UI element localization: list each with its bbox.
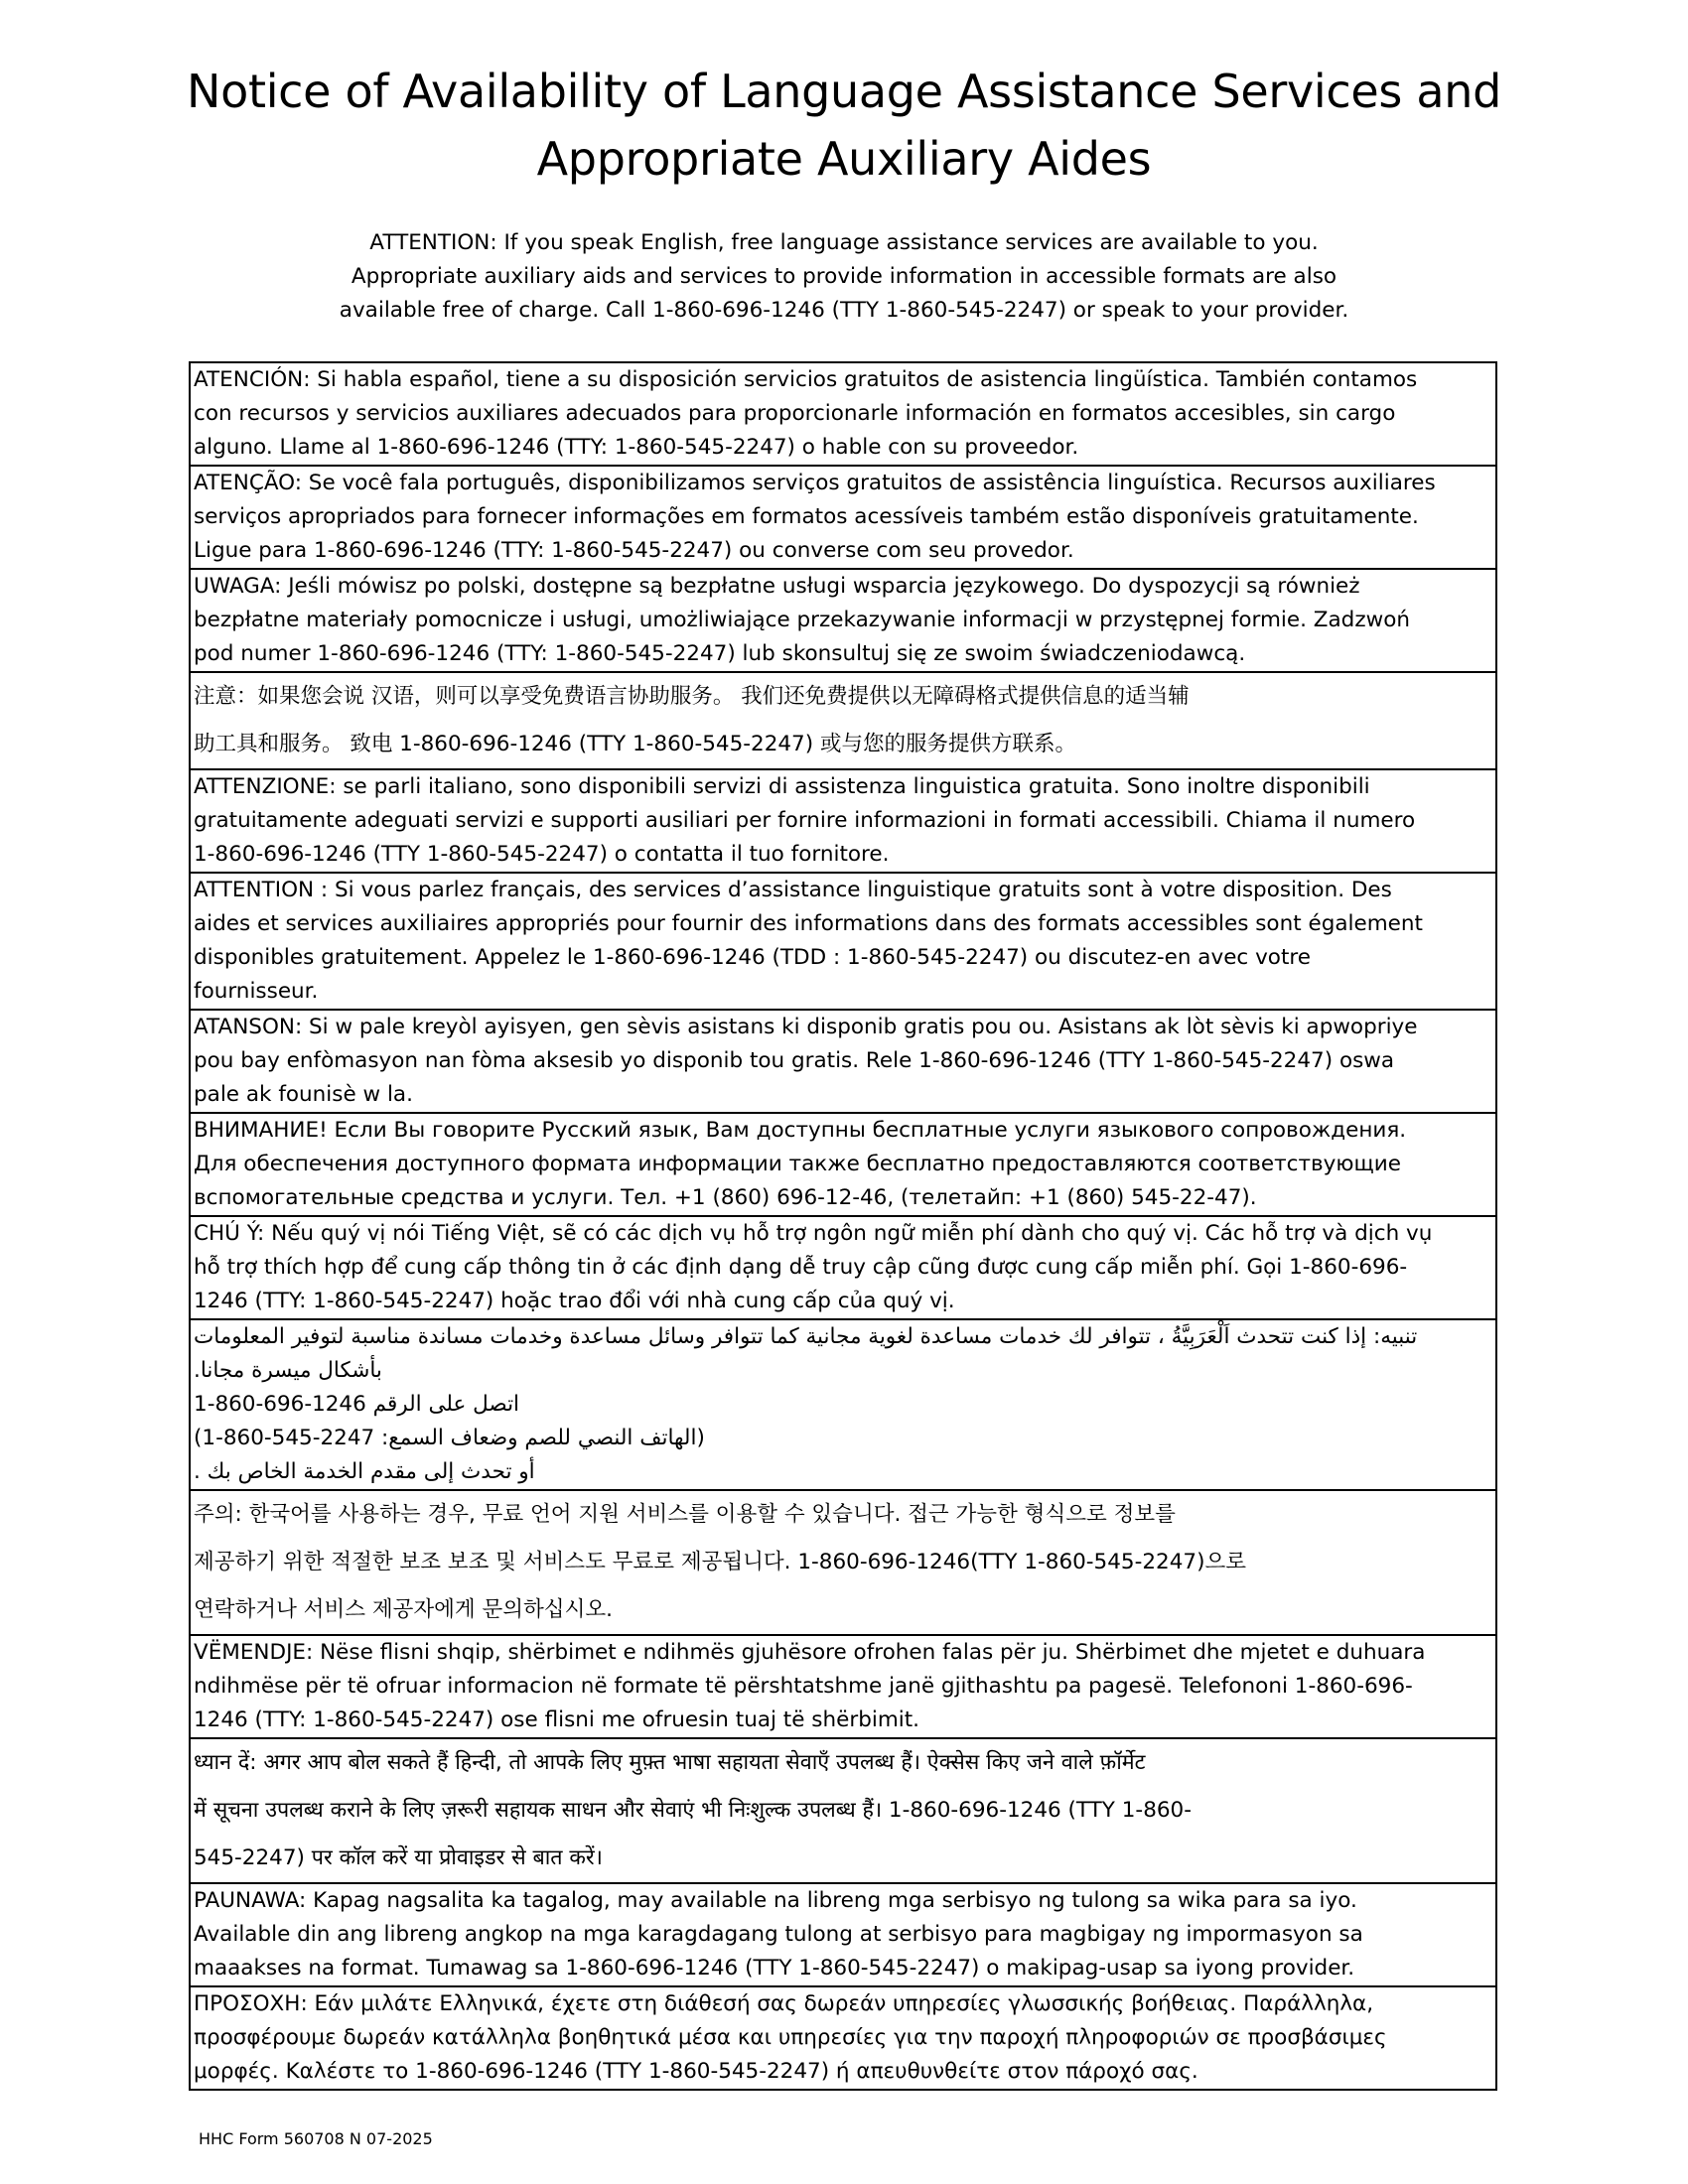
intro-line-3: available free of charge. Call 1-860-696-1246 (TTY 1-860-545-2247) or speak to your provider. [339,298,1349,323]
notice-line: CHÚ Ý: Nếu quý vị nói Tiếng Việt, sẽ có các dịch vụ hỗ trợ ngôn ngữ miễn phí dành cho quý vị. Các hỗ trợ và dịch vụ [194,1221,1433,1246]
notice-line: pou bay enfòmasyon nan fòma aksesib yo disponib tou gratis. Rele 1-860-696-1246 (TTY 1-860-545-2247) oswa [194,1048,1395,1073]
notice-cell [190,1010,1496,1113]
notice-line: 1246 (TTY: 1-860-545-2247) hoặc trao đổi với nhà cung cấp của quý vị. [194,1289,955,1313]
notice-line: 助工具和服务。 致电 1-860-696-1246 (TTY 1-860-545-2247) 或与您的服务提供方联系。 [194,732,1076,756]
notice-cell [190,1490,1496,1635]
notice-row-haitian-creole [190,1010,1496,1113]
notice-line: fournisseur. [194,979,319,1004]
notice-row-italian [190,769,1496,873]
notice-line: اتصل على الرقم 1246-696-860-1 [194,1392,520,1417]
notice-row-greek [190,1986,1496,2090]
page-title [149,58,1539,193]
notice-row-korean [190,1490,1496,1635]
notice-line: 주의: 한국어를 사용하는 경우, 무료 언어 지원 서비스를 이용할 수 있습니다. 접근 가능한 형식으로 정보를 [194,1502,1176,1527]
notice-cell [190,1635,1496,1738]
title-line-2: Appropriate Auxiliary Aides [536,132,1152,186]
english-notice [228,226,1460,328]
notice-line: में सूचना उपलब्ध कराने के लिए ज़रूरी सहायक साधन और सेवाएं भी निःशुल्क उपलब्ध हैं। 1-860-696-1246 (TTY 1-860- [194,1798,1192,1823]
notice-line: con recursos y servicios auxiliares adecuados para proporcionarle información en formatos accesibles, sin cargo [194,401,1396,426]
notice-line: ATANSON: Si w pale kreyòl ayisyen, gen sèvis asistans ki disponib gratis pou ou. Asistans ak lòt sèvis ki apwopriye [194,1015,1418,1039]
notice-line: maaakses na format. Tumawag sa 1-860-696-1246 (TTY 1-860-545-2247) o makipag-usap sa iyong provider. [194,1956,1355,1980]
notice-cell [190,1883,1496,1986]
notice-line: تنبيه: إذا كنت تتحدث اَلْعَرَبِيَّةُ ، تتوافر لك خدمات مساعدة لغوية مجانية كما تتوافر وسائل مساعدة وخدمات مساندة مناسبة لتوفير المعلومات [194,1324,1418,1349]
notice-cell [190,1738,1496,1883]
notice-cell [190,1319,1496,1490]
notice-line: ध्यान दें: अगर आप बोल सकते हैं हिन्दी, तो आपके लिए मुफ़्त भाषा सहायता सेवाएँ उपलब्ध हैं। ऐक्सेस किए जने वाले फ़ॉर्मेट [194,1750,1146,1775]
notice-line: alguno. Llame al 1-860-696-1246 (TTY: 1-860-545-2247) o hable con su proveedor. [194,435,1079,460]
notice-line: вспомогательные средства и услуги. Тел. +1 (860) 696-12-46, (телетайп: +1 (860) 545-22-47). [194,1185,1257,1210]
title-line-1: Notice of Availability of Language Assistance Services and [187,65,1501,118]
notice-row-polish [190,569,1496,672]
notice-row-hindi [190,1738,1496,1883]
notice-row-portuguese [190,466,1496,569]
notice-line: Ligue para 1-860-696-1246 (TTY: 1-860-545-2247) ou converse com seu provedor. [194,538,1074,563]
notice-line: 1-860-696-1246 (TTY 1-860-545-2247) o contatta il tuo fornitore. [194,842,890,867]
notice-line: serviços apropriados para fornecer informações em formatos acessíveis também estão disponíveis gratuitamente. [194,504,1419,529]
language-notices-table [189,361,1497,2091]
notice-line: gratuitamente adeguati servizi e supporti ausiliari per fornire informazioni in formati accessibili. Chiama il numero [194,808,1416,833]
notice-line: disponibles gratuitement. Appelez le 1-860-696-1246 (TDD : 1-860-545-2247) ou discutez-en avec votre [194,945,1311,970]
notice-line: أو تحدث إلى مقدم الخدمة الخاص بك . [194,1459,535,1484]
notice-line: ΠΡΟΣΟΧΗ: Εάν μιλάτε Ελληνικά, έχετε στη διάθεσή σας δωρεάν υπηρεσίες γλωσσικής βοήθειας. Παράλληλα, [194,1991,1374,2016]
notice-cell [190,1986,1496,2090]
notice-row-russian [190,1113,1496,1216]
notice-line: (الهاتف النصي للصم وضعاف السمع: 2247-545-860-1) [194,1426,705,1450]
notice-line: aides et services auxiliaires appropriés pour fournir des informations dans des formats accessibles sont également [194,911,1423,936]
notice-row-arabic [190,1319,1496,1490]
notice-line: 545-2247) पर कॉल करें या प्रोवाइडर से बात करें। [194,1845,603,1870]
notice-line: ВНИМАНИЕ! Если Вы говорите Русский язык, Вам доступны бесплатные услуги языкового сопровождения. [194,1118,1407,1143]
notice-line: μορφές. Καλέστε το 1-860-696-1246 (TTY 1-860-545-2247) ή απευθυνθείτε στον πάροχό σας. [194,2059,1198,2084]
notice-line: ndihmëse për të ofruar informacion në formate të përshtatshme janë gjithashtu pa pagesë. Telefononi 1-860-696- [194,1674,1413,1699]
notice-row-vietnamese [190,1216,1496,1319]
notice-cell [190,1216,1496,1319]
notice-line: ATENÇÃO: Se você fala português, disponibilizamos serviços gratuitos de assistência linguística. Recursos auxiliares [194,471,1436,495]
notice-cell [190,466,1496,569]
notice-line: προσφέρουμε δωρεάν κατάλληλα βοηθητικά μέσα και υπηρεσίες για την παροχή πληροφοριών σε προσβάσιμες [194,2025,1387,2050]
notice-line: hỗ trợ thích hợp để cung cấp thông tin ở các định dạng dễ truy cập cũng được cung cấp miễn phí. Gọi 1-860-696- [194,1255,1408,1280]
notice-line: bezpłatne materiały pomocnicze i usługi, umożliwiające przekazywanie informacji w przystępnej formie. Zadzwoń [194,608,1410,632]
notice-line: Для обеспечения доступного формата информации также бесплатно предоставляются соответствующие [194,1152,1401,1176]
intro-line-2: Appropriate auxiliary aids and services to provide information in accessible formats are also [351,264,1337,289]
form-id-footer: HHC Form 560708 N 07-2025 [199,2129,433,2148]
notice-line: pale ak founisè w la. [194,1082,413,1107]
notice-cell [190,769,1496,873]
intro-line-1: ATTENTION: If you speak English, free language assistance services are available to you. [369,230,1319,255]
notice-row-tagalog [190,1883,1496,1986]
notice-cell [190,873,1496,1010]
notice-line: ATTENZIONE: se parli italiano, sono disponibili servizi di assistenza linguistica gratuita. Sono inoltre disponibili [194,774,1370,799]
notice-line: ATTENTION : Si vous parlez français, des services d’assistance linguistique gratuits sont à votre disposition. Des [194,878,1392,902]
notice-line: 연락하거나 서비스 제공자에게 문의하십시오. [194,1597,613,1622]
notice-row-albanian [190,1635,1496,1738]
notice-line: pod numer 1-860-696-1246 (TTY: 1-860-545-2247) lub skonsultuj się ze swoim świadczeniodawcą. [194,641,1246,666]
notice-line: VËMENDJE: Nëse flisni shqip, shërbimet e ndihmës gjuhësore ofrohen falas për ju. Shërbimet dhe mjetet e duhuara [194,1640,1426,1665]
notice-line: ATENCIÓN: Si habla español, tiene a su disposición servicios gratuitos de asistencia lingüística. También contamos [194,367,1418,392]
notice-line: 注意：如果您会说 汉语，则可以享受免费语言协助服务。 我们还免费提供以无障碍格式提供信息的适当辅 [194,684,1190,709]
notice-cell [190,1113,1496,1216]
notice-line: 1246 (TTY: 1-860-545-2247) ose flisni me ofruesin tuaj të shërbimit. [194,1707,919,1732]
notice-row-chinese [190,672,1496,769]
notice-row-spanish [190,362,1496,466]
notice-line: Available din ang libreng angkop na mga karagdagang tulong at serbisyo para magbigay ng impormasyon sa [194,1922,1363,1947]
notice-cell [190,672,1496,769]
notice-line: UWAGA: Jeśli mówisz po polski, dostępne są bezpłatne usługi wsparcia językowego. Do dyspozycji są również [194,574,1360,599]
notice-line: بأشكال ميسرة مجانا. [194,1358,382,1383]
notice-row-french [190,873,1496,1010]
notice-cell [190,569,1496,672]
notice-cell [190,362,1496,466]
notice-line: PAUNAWA: Kapag nagsalita ka tagalog, may available na libreng mga serbisyo ng tulong sa wika para sa iyo. [194,1888,1357,1913]
notice-line: 제공하기 위한 적절한 보조 보조 및 서비스도 무료로 제공됩니다. 1-860-696-1246(TTY 1-860-545-2247)으로 [194,1550,1246,1574]
